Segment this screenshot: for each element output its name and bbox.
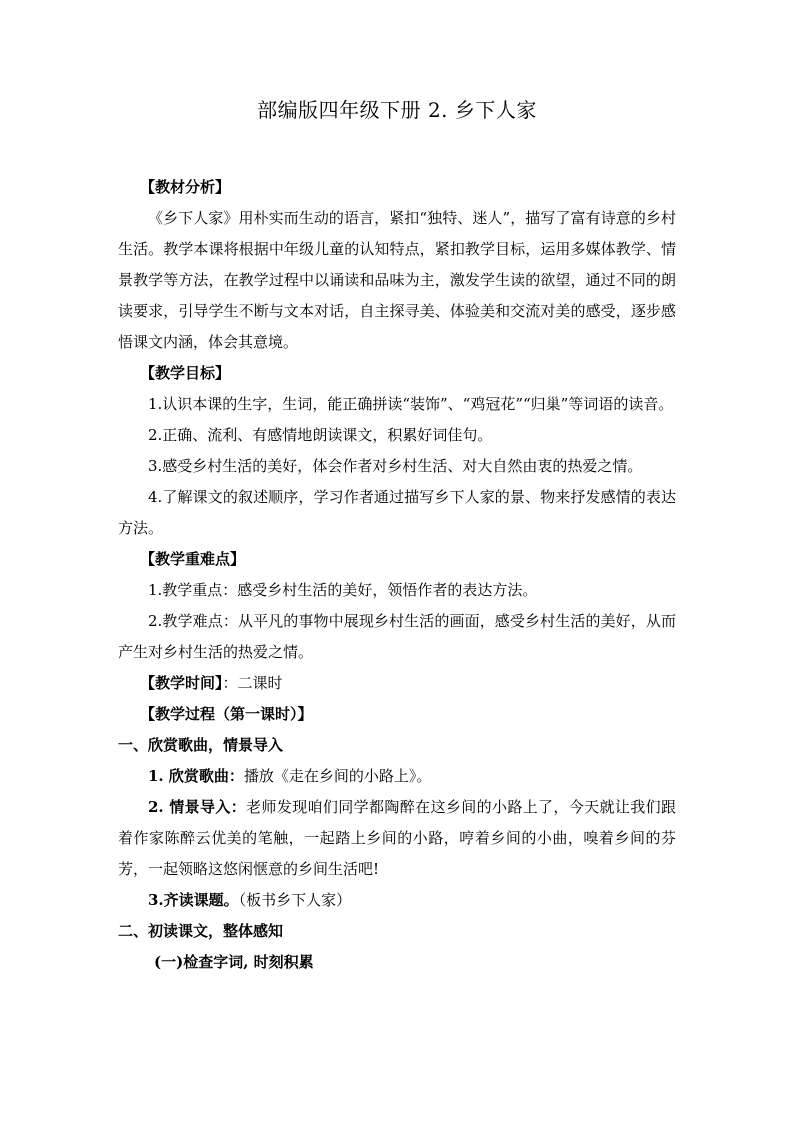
part1-step1 [118,761,676,792]
part2-sub1: (一)检查字词, 时刻积累 [154,953,314,971]
paragraph-analysis: 《乡下人家》用朴实而生动的语言，紧扣“独特、迷人”，描写了富有诗意的乡村生活。教学本课将根据中年级儿童的认知特点，紧扣教学目标，运用多媒体教学、情景教学等方法，在教学过程中以诵读和品味为主，激发学生读的欲望，通过不同的朗读要求，引导学生不断与文本对话，自主探寻美、体验美和交流对美的感受，逐步感悟课文内涵，体会其意境。 [118,209,676,351]
step3-label: 3.齐读课题。 [148,891,239,909]
heading-key-points: 【教学重难点】 [140,550,246,568]
step2-label: 2. 情景导入： [148,798,247,816]
goal-item-3: 3.感受乡村生活的美好，体会作者对乡村生活、对大自然由衷的热爱之情。 [148,457,643,475]
goal-item-1: 1.认识本课的生字，生词，能正确拼读“装饰”、“鸡冠花”“归巢”等词语的读音。 [148,395,674,413]
heading-goals: 【教学目标】 [140,364,231,382]
step1-text: 播放《走在乡间的小路上》。 [243,767,432,785]
part2-heading: 二、初读课文，整体感知 [118,922,284,940]
time-line [118,668,676,699]
goal-item-4: 4.了解课文的叙述顺序，学习作者通过描写乡下人家的景、物来抒发感情的表达方法。 [118,488,676,537]
document-body [118,172,676,978]
heading-time: 【教学时间】 [140,674,223,692]
key-point-2: 2.教学难点：从平凡的事物中展现乡村生活的画面，感受乡村生活的美好，从而产生对乡村生活的热爱之情。 [118,612,676,661]
step1-label: 1. 欣赏歌曲： [148,767,244,785]
heading-analysis: 【教材分析】 [140,178,231,196]
document-title: 部编版四年级下册 2. 乡下人家 [257,98,537,122]
time-value: ：二课时 [222,674,283,692]
goal-item-2: 2.正确、流利、有感情地朗读课文，积累好词佳句。 [148,426,493,444]
heading-process: 【教学过程（第一课时）】 [140,705,313,723]
step3-text: （板书乡下人家） [238,891,352,909]
part1-step3 [118,885,676,916]
part1-heading: 一、欣赏歌曲，情景导入 [118,736,284,754]
key-point-1: 1.教学重点：感受乡村生活的美好，领悟作者的表达方法。 [148,581,538,599]
step2-text: 老师发现咱们同学都陶醉在这乡间的小路上了，今天就让我们跟着作家陈醉云优美的笔触，一起踏上乡间的小路，哼着乡间的小曲，嗅着乡间的芬芳，一起领略这悠闲惬意的乡间生活吧! [118,798,676,878]
part1-step2 [118,792,676,885]
